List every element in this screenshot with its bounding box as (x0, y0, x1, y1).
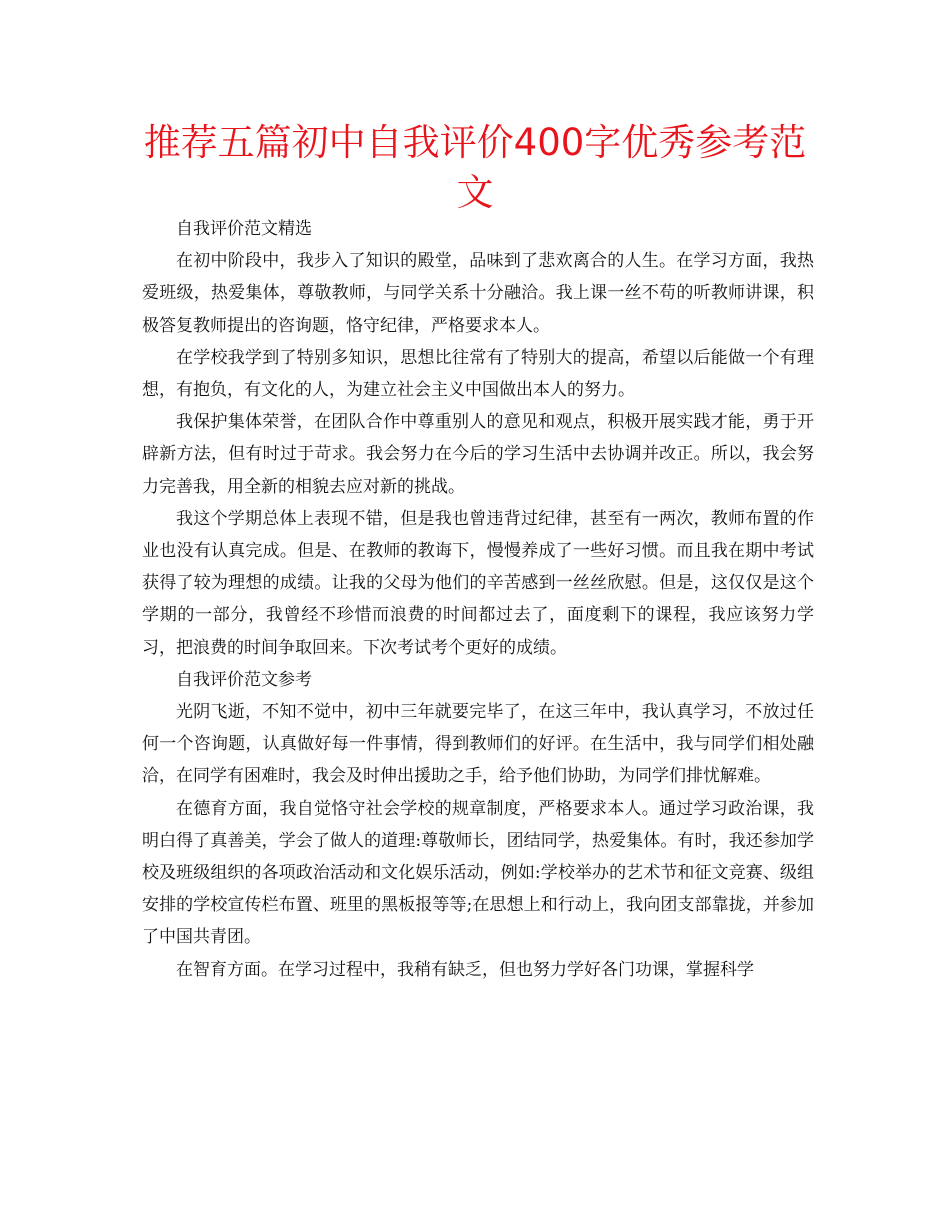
section-heading: 自我评价范文精选 (176, 219, 312, 239)
paragraph: 光阴飞逝，不知不觉中，初中三年就要完毕了，在这三年中，我认真学习，不放过任何一个咨询题，认真做好每一件事情，得到教师们的好评。在生活中，我与同学们相处融洽，在同学有困难时，我会及时伸出援助之手，给予他们协助，为同学们排忧解难。 (142, 702, 814, 787)
paragraph: 在初中阶段中，我步入了知识的殿堂，品味到了悲欢离合的人生。在学习方面，我热爱班级，热爱集体，尊敬教师，与同学关系十分融洽。我上课一丝不苟的听教师讲课，积极答复教师提出的咨询题，恪守纪律，严格要求本人。 (142, 251, 814, 336)
paragraph: 我保护集体荣誉，在团队合作中尊重别人的意见和观点，积极开展实践才能，勇于开辟新方法，但有时过于苛求。我会努力在今后的学习生活中去协调并改正。所以，我会努力完善我，用全新的相貌去应对新的挑战。 (142, 412, 814, 497)
paragraph: 在德育方面，我自觉恪守社会学校的规章制度，严格要求本人。通过学习政治课，我明白得了真善美，学会了做人的道理:尊敬师长，团结同学，热爱集体。有时，我还参加学校及班级组织的各项政治活动和文化娱乐活动，例如:学校举办的艺术节和征文竞赛、级组安排的学校宣传栏布置、班里的黑板报等等;在思想上和行动上，我向团支部靠拢，并参加了中国共青团。 (142, 798, 814, 948)
section-heading: 自我评价范文参考 (176, 669, 312, 690)
paragraph: 我这个学期总体上表现不错，但是我也曾违背过纪律，甚至有一两次，教师布置的作业也没有认真完成。但是、在教师的教诲下，慢慢养成了一些好习惯。而且我在期中考试获得了较为理想的成绩。让我的父母为他们的辛苦感到一丝丝欣慰。但是，这仅仅是这个学期的一部分，我曾经不珍惜而浪费的时间都过去了，面度剩下的课程，我应该努力学习，把浪费的时间争取回来。下次考试考个更好的成绩。 (142, 508, 814, 658)
document-title: 推荐五篇初中自我评价400字优秀参考范文 (143, 121, 807, 214)
paragraph: 在智育方面。在学习过程中，我稍有缺乏，但也努力学好各门功课，掌握科学 (176, 959, 754, 980)
document-body (142, 213, 814, 986)
paragraph: 在学校我学到了特别多知识，思想比往常有了特别大的提高，希望以后能做一个有理想，有抱负，有文化的人，为建立社会主义中国做出本人的努力。 (142, 347, 814, 401)
